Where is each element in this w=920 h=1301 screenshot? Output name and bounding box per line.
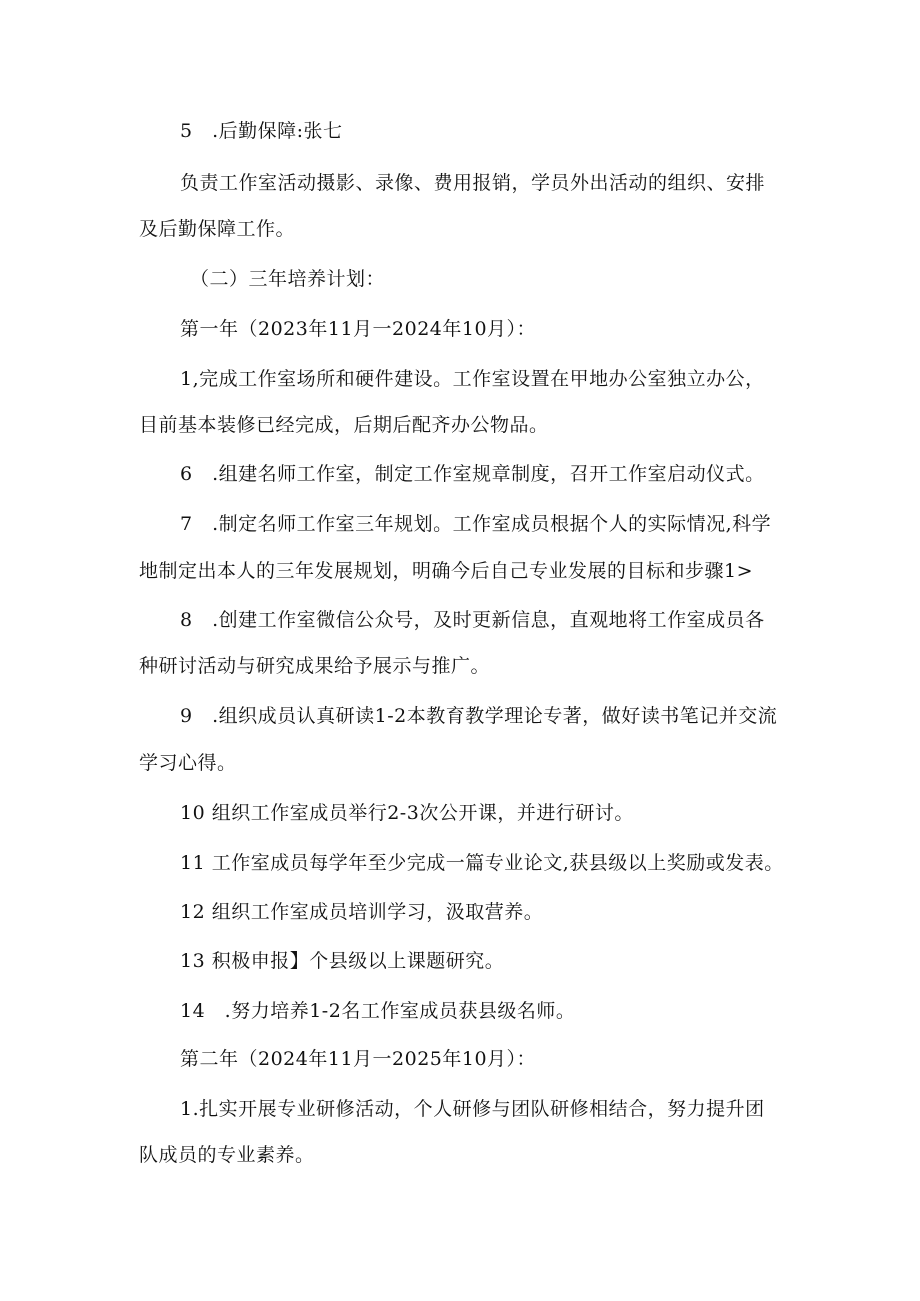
item-9-line-2: 学习心得。 <box>139 752 237 774</box>
para-logistics-text-line-2: 及后勤保障工作。 <box>139 218 296 240</box>
item-9-line-1: 9 .组织成员认真研读1-2本教育教学理论专著，做好读书笔记并交流 <box>180 705 778 727</box>
item-13: 13 积极申报】个县级以上课题研究。 <box>180 950 505 972</box>
para-logistics-text-line-1: 负责工作室活动摄影、录像、费用报销，学员外出活动的组织、安排 <box>180 172 766 194</box>
item-11: 11 工作室成员每学年至少完成一篇专业论文,获县级以上奖励或发表。 <box>180 852 784 874</box>
year-two-item-1-line-1: 1.扎实开展专业研修活动，个人研修与团队研修相结合，努力提升团 <box>180 1098 765 1120</box>
item-7-line-1: 7 .制定名师工作室三年规划。工作室成员根据个人的实际情况,科学 <box>180 513 772 535</box>
year-two-heading: 第二年（2024年11月一2025年10月）： <box>180 1048 537 1070</box>
item-8-line-1: 8 .创建工作室微信公众号，及时更新信息，直观地将工作室成员各 <box>180 609 765 631</box>
item-7-line-2: 地制定出本人的三年发展规划，明确今后自己专业发展的目标和步骤1> <box>139 560 754 582</box>
item-1-line-2: 目前基本装修已经完成，后期后配齐办公物品。 <box>139 414 549 436</box>
year-two-item-1-line-2: 队成员的专业素养。 <box>139 1144 315 1166</box>
para-5-logistics-heading: 5 .后勤保障:张七 <box>180 120 343 142</box>
year-one-heading: 第一年（2023年11月一2024年10月）： <box>180 318 537 340</box>
section-three-year-plan-heading: （二）三年培养计划： <box>190 268 386 290</box>
item-12: 12 组织工作室成员培训学习，汲取营养。 <box>180 901 544 923</box>
item-10: 10 组织工作室成员举行2-3次公开课，并进行研讨。 <box>180 802 634 824</box>
item-6: 6 .组建名师工作室，制定工作室规章制度，召开工作室启动仪式。 <box>180 463 765 485</box>
item-14: 14 .努力培养1-2名工作室成员获县级名师。 <box>180 1000 576 1022</box>
item-8-line-2: 种研讨活动与研究成果给予展示与推广。 <box>139 655 491 677</box>
item-1-line-1: 1,完成工作室场所和硬件建设。工作室设置在甲地办公室独立办公， <box>180 368 765 390</box>
